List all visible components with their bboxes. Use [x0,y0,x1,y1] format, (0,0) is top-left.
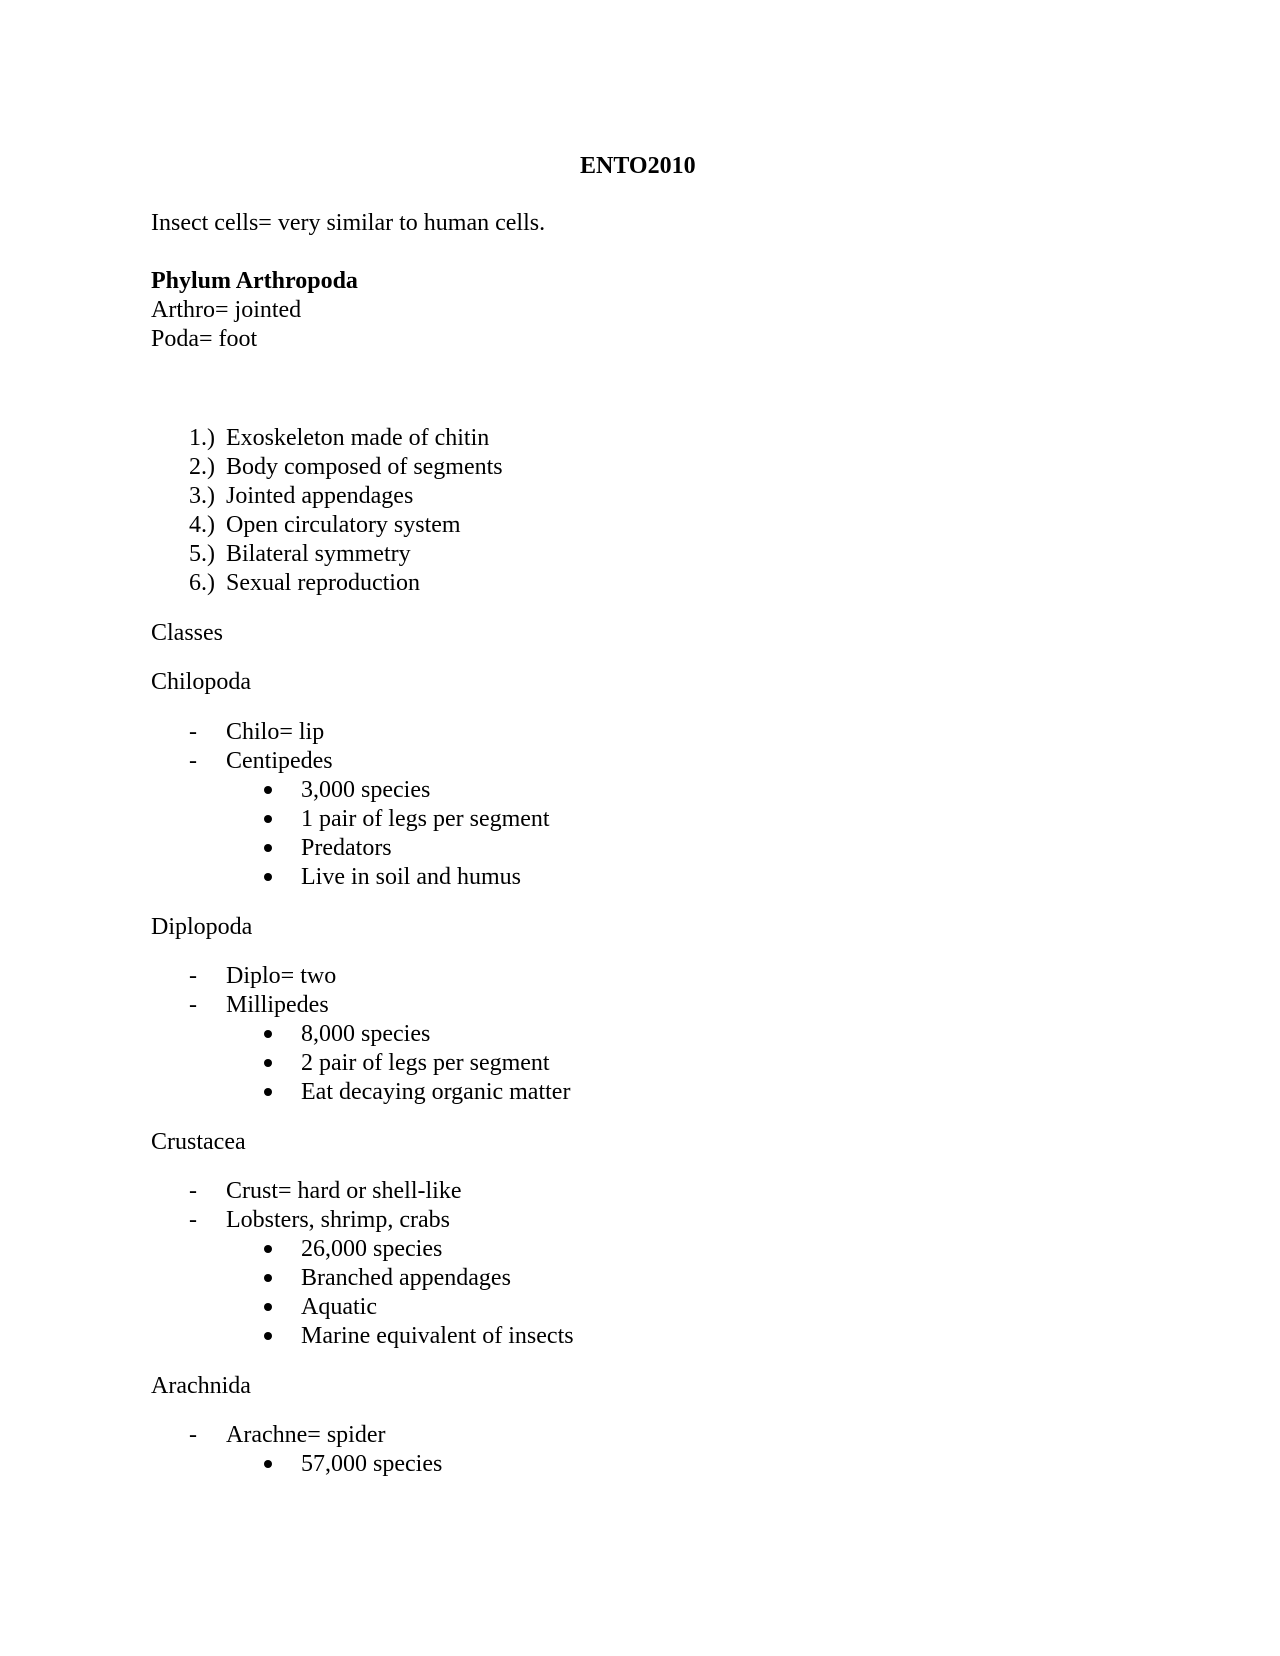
bullet-item: Predators [301,835,392,861]
class-heading-arachnida: Arachnida [151,1373,251,1399]
bullet-item: Branched appendages [301,1265,511,1291]
phylum-line: Arthro= jointed [151,297,302,323]
dash-item: Millipedes [226,992,329,1018]
bullet-item: 1 pair of legs per segment [301,806,550,832]
list-number: 3.) [189,483,215,509]
document-title: ENTO2010 [580,153,696,179]
bullet-marker [264,873,272,881]
dash-marker: - [189,992,197,1018]
dash-marker: - [189,748,197,774]
bullet-item: 26,000 species [301,1236,443,1262]
dash-marker: - [189,963,197,989]
dash-marker: - [189,1422,197,1448]
bullet-marker [264,1274,272,1282]
list-number: 5.) [189,541,215,567]
bullet-marker [264,1245,272,1253]
bullet-marker [264,786,272,794]
bullet-marker [264,844,272,852]
classes-label: Classes [151,620,223,646]
dash-item: Lobsters, shrimp, crabs [226,1207,450,1233]
list-item: Exoskeleton made of chitin [226,425,490,451]
bullet-marker [264,815,272,823]
dash-item: Arachne= spider [226,1422,386,1448]
class-heading-crustacea: Crustacea [151,1129,246,1155]
class-heading-diplopoda: Diplopoda [151,914,253,940]
dash-item: Chilo= lip [226,719,325,745]
intro-text: Insect cells= very similar to human cells. [151,210,546,236]
bullet-marker [264,1088,272,1096]
dash-item: Diplo= two [226,963,337,989]
bullet-item: Marine equivalent of insects [301,1323,574,1349]
bullet-marker [264,1332,272,1340]
list-item: Jointed appendages [226,483,414,509]
list-item: Open circulatory system [226,512,461,538]
list-item: Sexual reproduction [226,570,420,596]
bullet-item: 3,000 species [301,777,431,803]
dash-item: Crust= hard or shell-like [226,1178,462,1204]
dash-marker: - [189,1207,197,1233]
list-item: Bilateral symmetry [226,541,411,567]
bullet-item: Aquatic [301,1294,377,1320]
list-item: Body composed of segments [226,454,503,480]
bullet-item: 2 pair of legs per segment [301,1050,550,1076]
phylum-line: Poda= foot [151,326,258,352]
bullet-item: 57,000 species [301,1451,443,1477]
phylum-heading: Phylum Arthropoda [151,268,358,294]
dash-marker: - [189,719,197,745]
list-number: 6.) [189,570,215,596]
bullet-marker [264,1030,272,1038]
bullet-item: Live in soil and humus [301,864,521,890]
bullet-item: Eat decaying organic matter [301,1079,571,1105]
bullet-marker [264,1303,272,1311]
bullet-marker [264,1460,272,1468]
bullet-item: 8,000 species [301,1021,431,1047]
list-number: 4.) [189,512,215,538]
list-number: 1.) [189,425,215,451]
dash-marker: - [189,1178,197,1204]
class-heading-chilopoda: Chilopoda [151,669,251,695]
bullet-marker [264,1059,272,1067]
list-number: 2.) [189,454,215,480]
dash-item: Centipedes [226,748,333,774]
